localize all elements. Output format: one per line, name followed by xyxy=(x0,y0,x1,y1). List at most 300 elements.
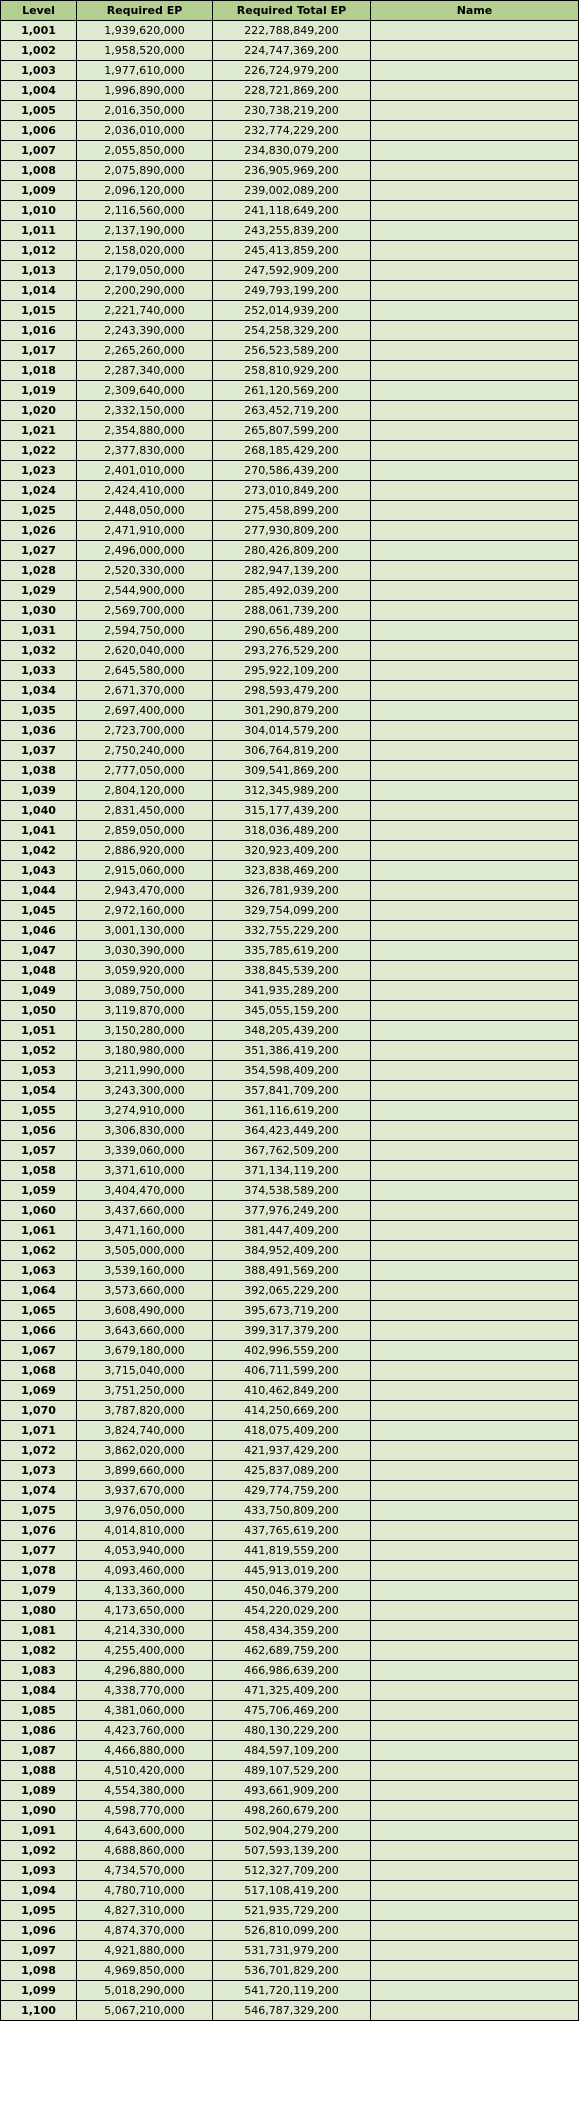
name-cell xyxy=(371,781,579,801)
name-cell xyxy=(371,1461,579,1481)
required-ep-cell: 2,569,700,000 xyxy=(77,601,213,621)
table-row xyxy=(1,1901,579,1921)
name-cell xyxy=(371,621,579,641)
level-cell: 1,100 xyxy=(1,2001,77,2021)
required-ep-cell: 2,401,010,000 xyxy=(77,461,213,481)
required-ep-cell: 1,977,610,000 xyxy=(77,61,213,81)
name-cell xyxy=(371,1601,579,1621)
column-header-name: Name xyxy=(371,1,579,21)
level-cell: 1,058 xyxy=(1,1161,77,1181)
name-cell xyxy=(371,521,579,541)
level-cell: 1,008 xyxy=(1,161,77,181)
required-ep-cell: 2,594,750,000 xyxy=(77,621,213,641)
table-row xyxy=(1,1741,579,1761)
name-cell xyxy=(371,1141,579,1161)
name-cell xyxy=(371,301,579,321)
name-cell xyxy=(371,1181,579,1201)
level-cell: 1,061 xyxy=(1,1221,77,1241)
table-row xyxy=(1,1181,579,1201)
level-cell: 1,025 xyxy=(1,501,77,521)
required-total-ep-cell: 239,002,089,200 xyxy=(213,181,371,201)
name-cell xyxy=(371,101,579,121)
required-ep-cell: 1,996,890,000 xyxy=(77,81,213,101)
required-total-ep-cell: 498,260,679,200 xyxy=(213,1801,371,1821)
level-cell: 1,045 xyxy=(1,901,77,921)
required-ep-cell: 3,787,820,000 xyxy=(77,1401,213,1421)
required-ep-cell: 3,976,050,000 xyxy=(77,1501,213,1521)
level-cell: 1,071 xyxy=(1,1421,77,1441)
required-ep-cell: 2,265,260,000 xyxy=(77,341,213,361)
required-ep-cell: 3,505,000,000 xyxy=(77,1241,213,1261)
table-row xyxy=(1,521,579,541)
table-row xyxy=(1,1801,579,1821)
table-row xyxy=(1,41,579,61)
required-ep-cell: 2,055,850,000 xyxy=(77,141,213,161)
level-cell: 1,074 xyxy=(1,1481,77,1501)
name-cell xyxy=(371,261,579,281)
required-ep-cell: 2,200,290,000 xyxy=(77,281,213,301)
name-cell xyxy=(371,841,579,861)
table-row xyxy=(1,701,579,721)
required-ep-cell: 2,972,160,000 xyxy=(77,901,213,921)
required-ep-cell: 3,371,610,000 xyxy=(77,1161,213,1181)
required-total-ep-cell: 285,492,039,200 xyxy=(213,581,371,601)
required-total-ep-cell: 273,010,849,200 xyxy=(213,481,371,501)
required-ep-cell: 3,243,300,000 xyxy=(77,1081,213,1101)
required-total-ep-cell: 425,837,089,200 xyxy=(213,1461,371,1481)
level-cell: 1,056 xyxy=(1,1121,77,1141)
level-cell: 1,054 xyxy=(1,1081,77,1101)
table-row xyxy=(1,381,579,401)
table-row xyxy=(1,361,579,381)
required-total-ep-cell: 249,793,199,200 xyxy=(213,281,371,301)
level-cell: 1,019 xyxy=(1,381,77,401)
level-cell: 1,034 xyxy=(1,681,77,701)
table-row xyxy=(1,341,579,361)
required-total-ep-cell: 268,185,429,200 xyxy=(213,441,371,461)
name-cell xyxy=(371,921,579,941)
required-total-ep-cell: 489,107,529,200 xyxy=(213,1761,371,1781)
required-total-ep-cell: 395,673,719,200 xyxy=(213,1301,371,1321)
level-cell: 1,097 xyxy=(1,1941,77,1961)
table-row xyxy=(1,621,579,641)
required-ep-cell: 3,937,670,000 xyxy=(77,1481,213,1501)
table-row xyxy=(1,1781,579,1801)
name-cell xyxy=(371,1821,579,1841)
table-row xyxy=(1,1461,579,1481)
table-row xyxy=(1,301,579,321)
required-total-ep-cell: 304,014,579,200 xyxy=(213,721,371,741)
table-row xyxy=(1,261,579,281)
required-ep-cell: 2,424,410,000 xyxy=(77,481,213,501)
level-cell: 1,035 xyxy=(1,701,77,721)
table-row xyxy=(1,1341,579,1361)
name-cell xyxy=(371,1201,579,1221)
level-cell: 1,077 xyxy=(1,1541,77,1561)
required-total-ep-cell: 323,838,469,200 xyxy=(213,861,371,881)
name-cell xyxy=(371,121,579,141)
column-header-required-total-ep: Required Total EP xyxy=(213,1,371,21)
level-cell: 1,098 xyxy=(1,1961,77,1981)
table-row xyxy=(1,781,579,801)
table-row xyxy=(1,2001,579,2021)
level-cell: 1,042 xyxy=(1,841,77,861)
table-row xyxy=(1,901,579,921)
table-row xyxy=(1,1261,579,1281)
table-row xyxy=(1,81,579,101)
level-cell: 1,051 xyxy=(1,1021,77,1041)
required-ep-cell: 4,969,850,000 xyxy=(77,1961,213,1981)
table-row xyxy=(1,421,579,441)
level-cell: 1,059 xyxy=(1,1181,77,1201)
required-ep-cell: 4,423,760,000 xyxy=(77,1721,213,1741)
name-cell xyxy=(371,1941,579,1961)
name-cell xyxy=(371,281,579,301)
table-row xyxy=(1,841,579,861)
table-row xyxy=(1,181,579,201)
required-ep-cell: 4,643,600,000 xyxy=(77,1821,213,1841)
table-row xyxy=(1,1021,579,1041)
required-ep-cell: 4,133,360,000 xyxy=(77,1581,213,1601)
level-cell: 1,088 xyxy=(1,1761,77,1781)
required-total-ep-cell: 445,913,019,200 xyxy=(213,1561,371,1581)
table-row xyxy=(1,101,579,121)
table-row xyxy=(1,761,579,781)
level-cell: 1,086 xyxy=(1,1721,77,1741)
name-cell xyxy=(371,1121,579,1141)
name-cell xyxy=(371,1441,579,1461)
required-ep-cell: 4,874,370,000 xyxy=(77,1921,213,1941)
table-row xyxy=(1,1761,579,1781)
name-cell xyxy=(371,1001,579,1021)
required-total-ep-cell: 546,787,329,200 xyxy=(213,2001,371,2021)
required-total-ep-cell: 326,781,939,200 xyxy=(213,881,371,901)
required-total-ep-cell: 458,434,359,200 xyxy=(213,1621,371,1641)
required-ep-cell: 4,381,060,000 xyxy=(77,1701,213,1721)
name-cell xyxy=(371,1021,579,1041)
name-cell xyxy=(371,501,579,521)
table-row xyxy=(1,1241,579,1261)
required-ep-cell: 3,211,990,000 xyxy=(77,1061,213,1081)
name-cell xyxy=(371,1301,579,1321)
name-cell xyxy=(371,21,579,41)
table-row xyxy=(1,1521,579,1541)
required-ep-cell: 3,437,660,000 xyxy=(77,1201,213,1221)
required-total-ep-cell: 263,452,719,200 xyxy=(213,401,371,421)
name-cell xyxy=(371,1781,579,1801)
name-cell xyxy=(371,181,579,201)
required-ep-cell: 2,804,120,000 xyxy=(77,781,213,801)
level-cell: 1,003 xyxy=(1,61,77,81)
required-total-ep-cell: 298,593,479,200 xyxy=(213,681,371,701)
table-row xyxy=(1,1101,579,1121)
required-total-ep-cell: 388,491,569,200 xyxy=(213,1261,371,1281)
name-cell xyxy=(371,741,579,761)
required-total-ep-cell: 406,711,599,200 xyxy=(213,1361,371,1381)
required-ep-cell: 2,645,580,000 xyxy=(77,661,213,681)
column-header-level: Level xyxy=(1,1,77,21)
required-total-ep-cell: 437,765,619,200 xyxy=(213,1521,371,1541)
required-ep-cell: 4,014,810,000 xyxy=(77,1521,213,1541)
table-row xyxy=(1,1161,579,1181)
level-cell: 1,021 xyxy=(1,421,77,441)
required-ep-cell: 2,831,450,000 xyxy=(77,801,213,821)
required-total-ep-cell: 230,738,219,200 xyxy=(213,101,371,121)
level-cell: 1,024 xyxy=(1,481,77,501)
level-cell: 1,067 xyxy=(1,1341,77,1361)
required-ep-cell: 2,332,150,000 xyxy=(77,401,213,421)
required-ep-cell: 2,221,740,000 xyxy=(77,301,213,321)
required-ep-cell: 3,180,980,000 xyxy=(77,1041,213,1061)
level-cell: 1,049 xyxy=(1,981,77,1001)
name-cell xyxy=(371,461,579,481)
required-ep-cell: 3,059,920,000 xyxy=(77,961,213,981)
level-cell: 1,047 xyxy=(1,941,77,961)
required-total-ep-cell: 364,423,449,200 xyxy=(213,1121,371,1141)
required-total-ep-cell: 282,947,139,200 xyxy=(213,561,371,581)
level-cell: 1,091 xyxy=(1,1821,77,1841)
table-header-row xyxy=(1,1,579,21)
table-row xyxy=(1,661,579,681)
required-total-ep-cell: 526,810,099,200 xyxy=(213,1921,371,1941)
table-row xyxy=(1,1961,579,1981)
level-cell: 1,084 xyxy=(1,1681,77,1701)
name-cell xyxy=(371,1481,579,1501)
required-ep-cell: 2,448,050,000 xyxy=(77,501,213,521)
required-ep-cell: 4,053,940,000 xyxy=(77,1541,213,1561)
level-cell: 1,050 xyxy=(1,1001,77,1021)
level-cell: 1,013 xyxy=(1,261,77,281)
required-ep-cell: 3,608,490,000 xyxy=(77,1301,213,1321)
table-row xyxy=(1,501,579,521)
table-row xyxy=(1,1821,579,1841)
table-row xyxy=(1,1841,579,1861)
required-ep-cell: 2,377,830,000 xyxy=(77,441,213,461)
name-cell xyxy=(371,701,579,721)
name-cell xyxy=(371,41,579,61)
name-cell xyxy=(371,1401,579,1421)
name-cell xyxy=(371,541,579,561)
name-cell xyxy=(371,721,579,741)
required-ep-cell: 2,723,700,000 xyxy=(77,721,213,741)
required-total-ep-cell: 247,592,909,200 xyxy=(213,261,371,281)
required-total-ep-cell: 306,764,819,200 xyxy=(213,741,371,761)
required-total-ep-cell: 256,523,589,200 xyxy=(213,341,371,361)
table-row xyxy=(1,961,579,981)
table-row xyxy=(1,1941,579,1961)
required-total-ep-cell: 484,597,109,200 xyxy=(213,1741,371,1761)
required-ep-cell: 4,214,330,000 xyxy=(77,1621,213,1641)
required-ep-cell: 2,471,910,000 xyxy=(77,521,213,541)
required-total-ep-cell: 258,810,929,200 xyxy=(213,361,371,381)
name-cell xyxy=(371,561,579,581)
level-cell: 1,036 xyxy=(1,721,77,741)
name-cell xyxy=(371,581,579,601)
level-cell: 1,081 xyxy=(1,1621,77,1641)
required-total-ep-cell: 521,935,729,200 xyxy=(213,1901,371,1921)
table-body xyxy=(1,21,579,2021)
required-ep-cell: 3,715,040,000 xyxy=(77,1361,213,1381)
name-cell xyxy=(371,1801,579,1821)
name-cell xyxy=(371,601,579,621)
required-total-ep-cell: 265,807,599,200 xyxy=(213,421,371,441)
table-row xyxy=(1,541,579,561)
name-cell xyxy=(371,1061,579,1081)
table-row xyxy=(1,581,579,601)
required-ep-cell: 4,338,770,000 xyxy=(77,1681,213,1701)
required-total-ep-cell: 348,205,439,200 xyxy=(213,1021,371,1041)
required-ep-cell: 3,471,160,000 xyxy=(77,1221,213,1241)
name-cell xyxy=(371,861,579,881)
required-ep-cell: 4,296,880,000 xyxy=(77,1661,213,1681)
required-ep-cell: 3,030,390,000 xyxy=(77,941,213,961)
table-row xyxy=(1,1141,579,1161)
required-total-ep-cell: 361,116,619,200 xyxy=(213,1101,371,1121)
level-cell: 1,020 xyxy=(1,401,77,421)
required-ep-cell: 3,001,130,000 xyxy=(77,921,213,941)
required-ep-cell: 2,179,050,000 xyxy=(77,261,213,281)
level-cell: 1,060 xyxy=(1,1201,77,1221)
required-ep-cell: 3,539,160,000 xyxy=(77,1261,213,1281)
required-total-ep-cell: 320,923,409,200 xyxy=(213,841,371,861)
table-row xyxy=(1,1721,579,1741)
table-row xyxy=(1,1981,579,2001)
level-cell: 1,005 xyxy=(1,101,77,121)
required-total-ep-cell: 243,255,839,200 xyxy=(213,221,371,241)
required-total-ep-cell: 232,774,229,200 xyxy=(213,121,371,141)
required-total-ep-cell: 329,754,099,200 xyxy=(213,901,371,921)
table-row xyxy=(1,1221,579,1241)
required-total-ep-cell: 418,075,409,200 xyxy=(213,1421,371,1441)
table-row xyxy=(1,681,579,701)
required-total-ep-cell: 429,774,759,200 xyxy=(213,1481,371,1501)
name-cell xyxy=(371,1861,579,1881)
required-total-ep-cell: 224,747,369,200 xyxy=(213,41,371,61)
required-total-ep-cell: 341,935,289,200 xyxy=(213,981,371,1001)
name-cell xyxy=(371,1721,579,1741)
required-ep-cell: 4,466,880,000 xyxy=(77,1741,213,1761)
required-total-ep-cell: 374,538,589,200 xyxy=(213,1181,371,1201)
name-cell xyxy=(371,1701,579,1721)
level-cell: 1,004 xyxy=(1,81,77,101)
name-cell xyxy=(371,441,579,461)
table-row xyxy=(1,201,579,221)
table-row xyxy=(1,921,579,941)
required-total-ep-cell: 441,819,559,200 xyxy=(213,1541,371,1561)
table-row xyxy=(1,1041,579,1061)
required-total-ep-cell: 270,586,439,200 xyxy=(213,461,371,481)
level-cell: 1,041 xyxy=(1,821,77,841)
level-cell: 1,096 xyxy=(1,1921,77,1941)
required-ep-cell: 4,598,770,000 xyxy=(77,1801,213,1821)
required-total-ep-cell: 228,721,869,200 xyxy=(213,81,371,101)
level-cell: 1,070 xyxy=(1,1401,77,1421)
level-cell: 1,055 xyxy=(1,1101,77,1121)
name-cell xyxy=(371,1741,579,1761)
table-row xyxy=(1,1441,579,1461)
required-total-ep-cell: 433,750,809,200 xyxy=(213,1501,371,1521)
level-cell: 1,095 xyxy=(1,1901,77,1921)
name-cell xyxy=(371,321,579,341)
name-cell xyxy=(371,2001,579,2021)
required-total-ep-cell: 399,317,379,200 xyxy=(213,1321,371,1341)
name-cell xyxy=(371,1101,579,1121)
level-cell: 1,066 xyxy=(1,1321,77,1341)
level-cell: 1,027 xyxy=(1,541,77,561)
level-cell: 1,046 xyxy=(1,921,77,941)
name-cell xyxy=(371,1981,579,2001)
table-row xyxy=(1,1121,579,1141)
required-ep-cell: 2,697,400,000 xyxy=(77,701,213,721)
level-cell: 1,009 xyxy=(1,181,77,201)
level-cell: 1,052 xyxy=(1,1041,77,1061)
name-cell xyxy=(371,1561,579,1581)
name-cell xyxy=(371,1761,579,1781)
table-row xyxy=(1,221,579,241)
required-ep-cell: 4,554,380,000 xyxy=(77,1781,213,1801)
name-cell xyxy=(371,1501,579,1521)
name-cell xyxy=(371,1521,579,1541)
required-ep-cell: 2,287,340,000 xyxy=(77,361,213,381)
name-cell xyxy=(371,61,579,81)
required-ep-cell: 2,671,370,000 xyxy=(77,681,213,701)
name-cell xyxy=(371,161,579,181)
required-total-ep-cell: 338,845,539,200 xyxy=(213,961,371,981)
required-total-ep-cell: 309,541,869,200 xyxy=(213,761,371,781)
level-cell: 1,017 xyxy=(1,341,77,361)
level-cell: 1,018 xyxy=(1,361,77,381)
required-total-ep-cell: 280,426,809,200 xyxy=(213,541,371,561)
required-ep-cell: 4,688,860,000 xyxy=(77,1841,213,1861)
required-ep-cell: 3,899,660,000 xyxy=(77,1461,213,1481)
required-ep-cell: 2,544,900,000 xyxy=(77,581,213,601)
table-row xyxy=(1,461,579,481)
required-total-ep-cell: 345,055,159,200 xyxy=(213,1001,371,1021)
table-row xyxy=(1,401,579,421)
required-ep-cell: 2,075,890,000 xyxy=(77,161,213,181)
required-ep-cell: 2,137,190,000 xyxy=(77,221,213,241)
table-row xyxy=(1,1361,579,1381)
table-row xyxy=(1,1541,579,1561)
level-cell: 1,099 xyxy=(1,1981,77,2001)
table-row xyxy=(1,141,579,161)
table-row xyxy=(1,1621,579,1641)
level-cell: 1,039 xyxy=(1,781,77,801)
name-cell xyxy=(371,1681,579,1701)
required-ep-cell: 3,404,470,000 xyxy=(77,1181,213,1201)
name-cell xyxy=(371,801,579,821)
level-cell: 1,078 xyxy=(1,1561,77,1581)
name-cell xyxy=(371,481,579,501)
level-cell: 1,079 xyxy=(1,1581,77,1601)
level-cell: 1,092 xyxy=(1,1841,77,1861)
required-ep-cell: 2,886,920,000 xyxy=(77,841,213,861)
level-cell: 1,062 xyxy=(1,1241,77,1261)
required-total-ep-cell: 466,986,639,200 xyxy=(213,1661,371,1681)
table-row xyxy=(1,481,579,501)
level-cell: 1,016 xyxy=(1,321,77,341)
table-row xyxy=(1,1701,579,1721)
required-ep-cell: 4,173,650,000 xyxy=(77,1601,213,1621)
required-ep-cell: 1,958,520,000 xyxy=(77,41,213,61)
level-cell: 1,063 xyxy=(1,1261,77,1281)
name-cell xyxy=(371,421,579,441)
required-total-ep-cell: 471,325,409,200 xyxy=(213,1681,371,1701)
level-cell: 1,032 xyxy=(1,641,77,661)
required-total-ep-cell: 234,830,079,200 xyxy=(213,141,371,161)
required-ep-cell: 4,921,880,000 xyxy=(77,1941,213,1961)
table-row xyxy=(1,1861,579,1881)
